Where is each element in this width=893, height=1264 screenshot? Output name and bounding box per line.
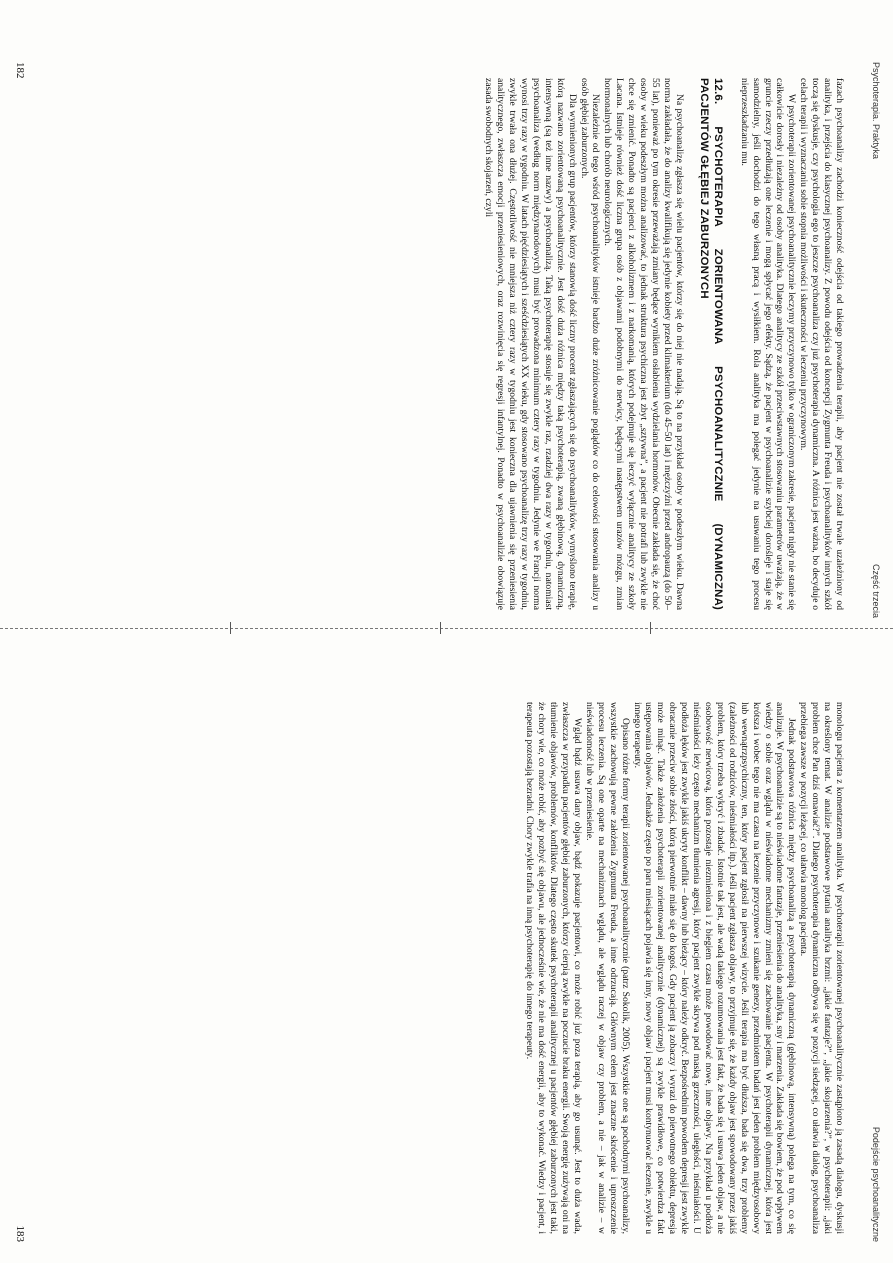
running-head-left: Psychoterapia. Praktyka <box>871 62 881 160</box>
paragraph: Na psychoanalizę zgłasza się wielu pacjentów, którzy się do niej nie nadają. Są to na przykład osoby w podeszłym wieku. Dawna norma zakładała, że do analizy kwalifikują się jedynie kobiety przed klimakterium (do 45–50 lat) i mężczyźni przed andropauzą (do 50–55 lat), ponieważ po tym okresie przeważają zmiany będące wynikiem osłabienia wydzielania hormonów. Obecnie zakłada się, że choć osoby w wieku podeszłym można analizować, to jednak struktura psychiczna jest zbyt „sztywna”, a pacjent nie potrafi lub zwykle nie chce się zmienić. Ponadto są pacjenci z alkoholizmem i z narkomanią, których podejmuje się leczyć wyłącznie analitycy ze szkoły Lacana. Istnieje również dość liczna grupa osób z objawami podobnymi do nerwicy, będącymi następstwem urazów mózgu, zmian hormonalnych lub chorób neurologicznych. <box>602 78 685 610</box>
page-number: 182 <box>14 62 26 79</box>
paragraph: fazach psychoanalizy zachodzi konieczność odejścia od takiego prowadzenia terapii, aby pacjent nie został trwale uzależniony od analityka, i przejścia do klasycznej psychoanalizy. Z powodu odejścia od koncepcji Zygmunta Freuda i psychoanalityków innych szkół toczą się dyskusje, czy psychologia ego to jeszcze psychoanaliza czy już psychoterapia dynamiczna. A różnica jest ważna, bo decyduje o celach terapii i wyznaczaniu sobie stopnia możliwości i skuteczności w leczeniu przyczynowym. <box>798 78 845 610</box>
page-gutter-divider <box>0 628 893 629</box>
crop-tick <box>230 622 231 634</box>
section-heading: 12.6. PSYCHOTERAPIA ZORIENTOWANA PSYCHOANALITYCZNIE (DYNAMICZNA) PACJENTÓW GŁĘBIEJ ZABURZONYCH <box>698 78 724 610</box>
left-page <box>0 40 893 640</box>
running-head <box>867 686 881 1242</box>
page-number: 183 <box>14 1225 26 1242</box>
paragraph: monologu pacjenta z komentarzem analityka. W psychoterapii zorientowanej psychoanalitycznie zastąpiono ją zasadą dialogu, dyskusji na określony temat. W analizie podstawowe pytania analityka brzmi: „jakie fantazje?”, „jakie skojarzenia?”, w psychoterapii: „jaki problem chce Pan dziś omawiać?”. Dlatego psychoterapia dynamiczna odbywa się w pozycji siedzącej, co ułatwia dialog, psychoanaliza przebiega zawsze w pozycji leżącej, co ułatwia monolog pacjenta. <box>798 702 845 1234</box>
paragraph: Wgląd bądź usuwa dany objaw, bądź pokazuje pacjentowi, co może robić już poza terapią, aby go usunąć. Jest to duża wada, zwłaszcza w przypadku pacjentów głębiej zaburzonych, którzy cierpią zwykle na poczucie braku energii. Swoją energię zużywają oni na tłumienie objawów, problemów, konfliktów. Dlatego często skutek psychoterapii analitycznej u pacjentów głębiej zaburzonych jest taki, że chory wie, co może robić, aby pozbyć się objawu, ale jednocześnie wie, że nie ma dość energii, aby to wykonać. Wiedzy i pacjent, i terapeuta pozostają bezradni. Chory zwykle trafia na inną psychoterapię do innego terapeuty. <box>524 702 584 1234</box>
running-head-right: Podejście psychoanalityczne <box>871 1126 881 1242</box>
crop-tick <box>650 622 651 634</box>
right-page <box>0 664 893 1264</box>
paragraph: W psychoterapii zorientowanej psychoanalitycznie leczymy przyczynowo tylko w ograniczonym zakresie, pacjent nigdy nie stanie się całkowicie dorosły i niezależny od osoby analityka. Dlatego analitycy ze szkół przeciwstawnych stosowaniu parametrów uważają, że w gruncie rzeczy przedłużają one leczenie i mogą spłycać jego efekty. Sądzą, że pacjent w psychoanalizie szybciej dorośleje i staje się samodzielny, jeśli dochodzi do tego własną pracą i wysiłkiem. Rola analityka ma polegać jedynie na usuwaniu tego procesu nieprzeszkadzaniu mu. <box>738 78 798 610</box>
paragraph: Jednak podstawowa różnica między psychoanalizą a psychoterapią dynamiczną (głębinową, intensywną) polega na tym, co się analizuje. W psychoanalizie są to nieświadome fantazje, przeniesienia do analityka, sny i marzenia. Zakłada się bowiem, że pod wpływem wiedzy o sobie oraz wglądu w nieświadome mechanizmy zmieni się zachowanie pacjenta. W psychoterapii dynamicznej, która jest krótsza i wobec tego nie ma czasu na leczenie przyczynowe i szukanie genezy, przedmiotem badań jest jeden problem międzyosobowy lub wewnątrzpsychiczny, ten, który pacjent zgłosił na pierwszej wizycie. Jeśli terapia ma być dłuższa, bada się dwa, trzy problemy (zależności od rodziców, nieśmiałości itp.). Jeśli pacjent zgłasza objawy, to przyjmuje się, że każdy objaw jest spowodowany przez jakiś problem, który trzeba wykryć i zbadać. Istotnie tak jest, ale wadą takiego rozumowania jest fakt, że bada się i usuwa jeden objaw, a nie osobowość nerwicową, która pozostaje niezmieniona i z biegiem czasu może powodować nowe, inne objawy. Na przykład u podłoża nieśmiałości leży często mechanizm tłumienia agresji, który pacjent zwykle skrywa pod maską grzeczności, uległości, nieśmiałości. U podłoża lęków jest zwykle jakiś ukryty konflikt – dawny lub bieżący – który należy odkryć. Bezpośrednim powodem depresji jest zwykle obracanie przeciw sobie złości, którą pierwotnie miało się do kogoś. Gdy pacjent ją zobaczy i wyrazi do pierwotnego obiektu, depresja może minąć. Także założenia psychoterapii zorientowanej analitycznie (dynamicznej) są zwykle prawidłowe, co potwierdza fakt ustępowania objawów. Jednakże często po paru miesiącach pojawia się inny, nowy objaw i pacjent musi kontynuować leczenie, zwykle u innego terapeuty. <box>631 702 798 1234</box>
paragraph: Dla wymienionych grup pacjentów, którzy stanowią dość liczny procent zgłaszających się do psychoanalityków, wymyślono terapię, którą nazwano zorientowaną psychoanalitycznie. Jest dość duża różnica między taką psychoterapią, zwaną głębinową, dynamiczną, intensywną (są też inne nazwy) a psychoanalizą. Taką psychoterapię stosuje się zwykle raz, rzadziej dwa razy w tygodniu, natomiast psychoanaliza (według norm międzynarodowych) musi być prowadzona minimum cztery razy w tygodniu. Jedynie we Francji norma wynosi trzy razy w tygodniu. W latach pięćdziesiątych i sześćdziesiątych XX wieku, gdy stosowano psychoanalizę trzy razy w tygodniu, zwykle trwała ona dłużej. Częstotliwość nie mniejsza niż cztery razy w tygodniu jest konieczna dla ujawnienia się przeniesienia analitycznego, zwłaszcza emocji przeniesieniowych, oraz rozwinięcia się regresji infantylnej. Ponadto w psychoanalizie obowiązuje zasada swobodnych skojarzeń, czyli <box>483 78 578 610</box>
left-page-body <box>44 78 845 610</box>
running-head-right: Część trzecia <box>871 563 881 618</box>
paragraph: Opisano różne formy terapii zorientowanej psychoanalitycznie (patrz Sokolik, 2005). Wszystkie one są pochodnymi psychoanalizy, wszystkie zachowują pewne założenia Zygmunta Freuda, a inne odrzucają. Głównym celem jest znaczne skrócenie i uproszczenie procesu leczenia. Są one oparte na mechanizmach wglądu, ale wglądu raczej w objaw czy problem, a nie – jak w analizie – w nieświadomość lub w przeniesienie. <box>583 702 631 1234</box>
running-head <box>867 62 881 618</box>
right-page-body <box>44 702 845 1234</box>
paragraph: Niezależnie od tego wśród psychoanalityków istnieje bardzo duże zróżnicowanie poglądów co do celowości stosowania analizy u osób głębiej zaburzonych. <box>578 78 602 610</box>
crop-tick <box>440 622 441 634</box>
